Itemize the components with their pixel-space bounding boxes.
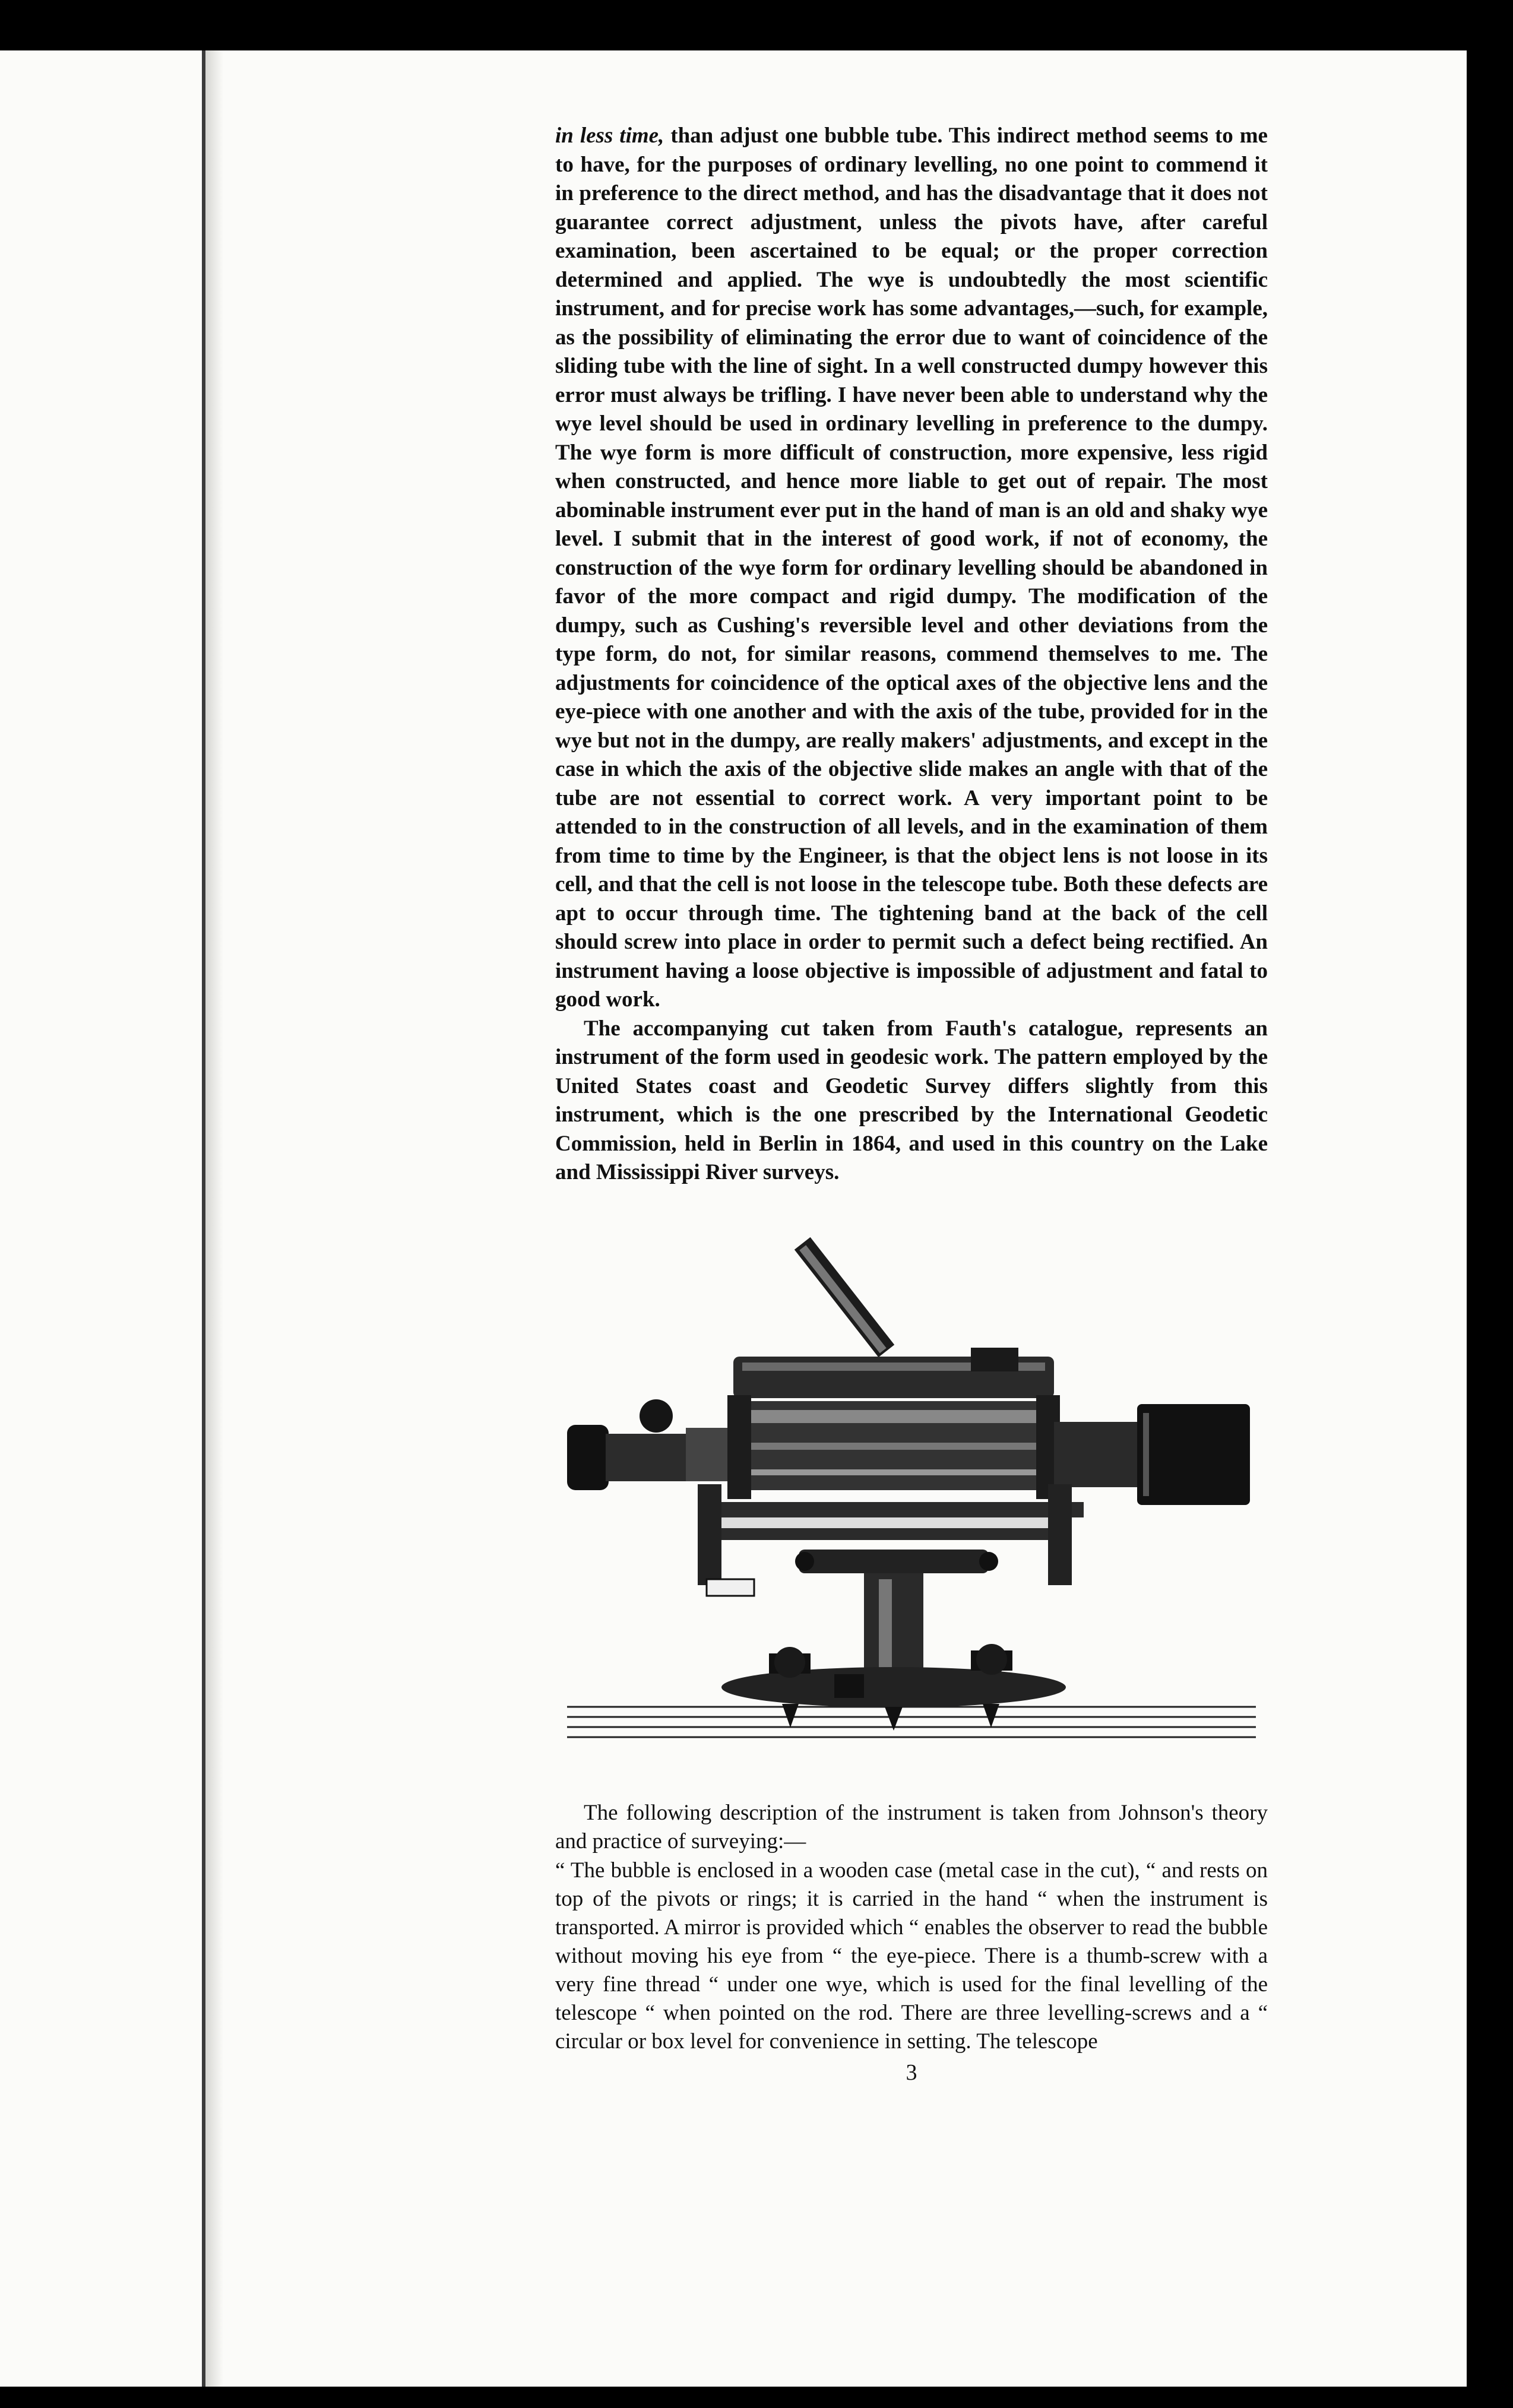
objective-lens-cell — [1137, 1404, 1250, 1505]
paragraph-body: than adjust one bubble tube. This indirect method seems to me to have, for the purposes of ordinary levelling, no one point to commend it in preference to the direct method, and has the disadvantage that it does not guarantee correct adjustment, unless the pivots have, after careful examination, been ascertained to be equal; or the proper correction determined and applied. The wye is undoubtedly the most scientific instrument, and for precise work has some advantages,—such, for example, as the possibility of eliminating the error due to want of coincidence of the sliding tube with the line of sight. In a well constructed dumpy however this error must always be trifling. I have never been able to understand why the wye level should be used in ordinary levelling in preference to the dumpy. The wye form is more difficult of construction, more expensive, less rigid when constructed, and hence more liable to get out of repair. The most abominable instrument ever put in the hand of man is an old and shaky wye level. I submit that in the interest of good work, if not of economy, the construction of the wye form for ordinary levelling should be abandoned in favor of the more compact and rigid dumpy. The modification of the dumpy, such as Cushing's reversible level and other deviations from the type form, do not, for similar reasons, commend themselves to me. The adjustments for coincidence of the optical axes of the objective lens and the eye-piece with one another and with the axis of the tube, provided for in the wye but not in the dumpy, are really makers' adjustments, and except in the case in which the axis of the objective slide makes an angle with that of the tube are not essential to correct work. A very important point to be attended to in the construction of all levels, and in the examination of them from time to time by the Engineer, is that the object lens is not loose in its cell, and that the cell is not loose in the telescope tube. Both these defects are apt to occur through time. The tightening band at the back of the cell should screw into place in order to permit such a defect being rectified. An instrument having a loose objective is impossible of adjustment and fatal to good work. — [555, 123, 1268, 1012]
paragraph-levels-discussion — [555, 122, 1268, 1015]
paragraph-fauth-cut: The accompanying cut taken from Fauth's catalogue, represents an instrument of the form used in geodesic work. The pattern employed by the United States coast and Geodetic Survey differs slightly from this instrument, which is the one prescribed by the International Geodetic Commission, held in Berlin in 1864, and used in this country on the Lake and Mississippi River surveys. — [555, 1016, 1268, 1184]
levelling-screw-left — [774, 1647, 805, 1678]
text-column — [555, 122, 1268, 2086]
vertical-axis — [864, 1573, 923, 1680]
upper-plate — [799, 1550, 989, 1573]
mirror-arm — [795, 1237, 894, 1357]
eyepiece — [567, 1425, 609, 1490]
paragraph-lead-words: in less time, — [555, 123, 664, 148]
page-number: 3 — [906, 2060, 917, 2085]
focus-knob — [640, 1399, 673, 1433]
paragraph-johnson-intro: The following description of the instrument is taken from Johnson's theory and practice of surveying:— — [555, 1800, 1268, 1853]
binding-shadow — [205, 50, 223, 2387]
quoted-description: “ The bubble is enclosed in a wooden case (metal case in the cut), “ and rests on top of the pivots or rings; it is carried in the hand “ when the instrument is transported. A mirror is provided which “ enables the observer to read the bubble without moving his eye from “ the eye-piece. There is a thumb-screw with a very fine thread “ under one wye, which is used for the final levelling of the telescope “ when pointed on the rod. There are three levelling-screws and a “ circular or box level for convenience in setting. The telescope — [555, 1858, 1268, 2054]
scanned-page — [0, 50, 1467, 2387]
wye-frame — [704, 1502, 1084, 1517]
level-instrument-illustration — [555, 1205, 1268, 1787]
ground-hatching — [567, 1707, 1256, 1737]
level-instrument-engraving — [555, 1205, 1268, 1787]
levelling-screw-right — [976, 1644, 1007, 1675]
